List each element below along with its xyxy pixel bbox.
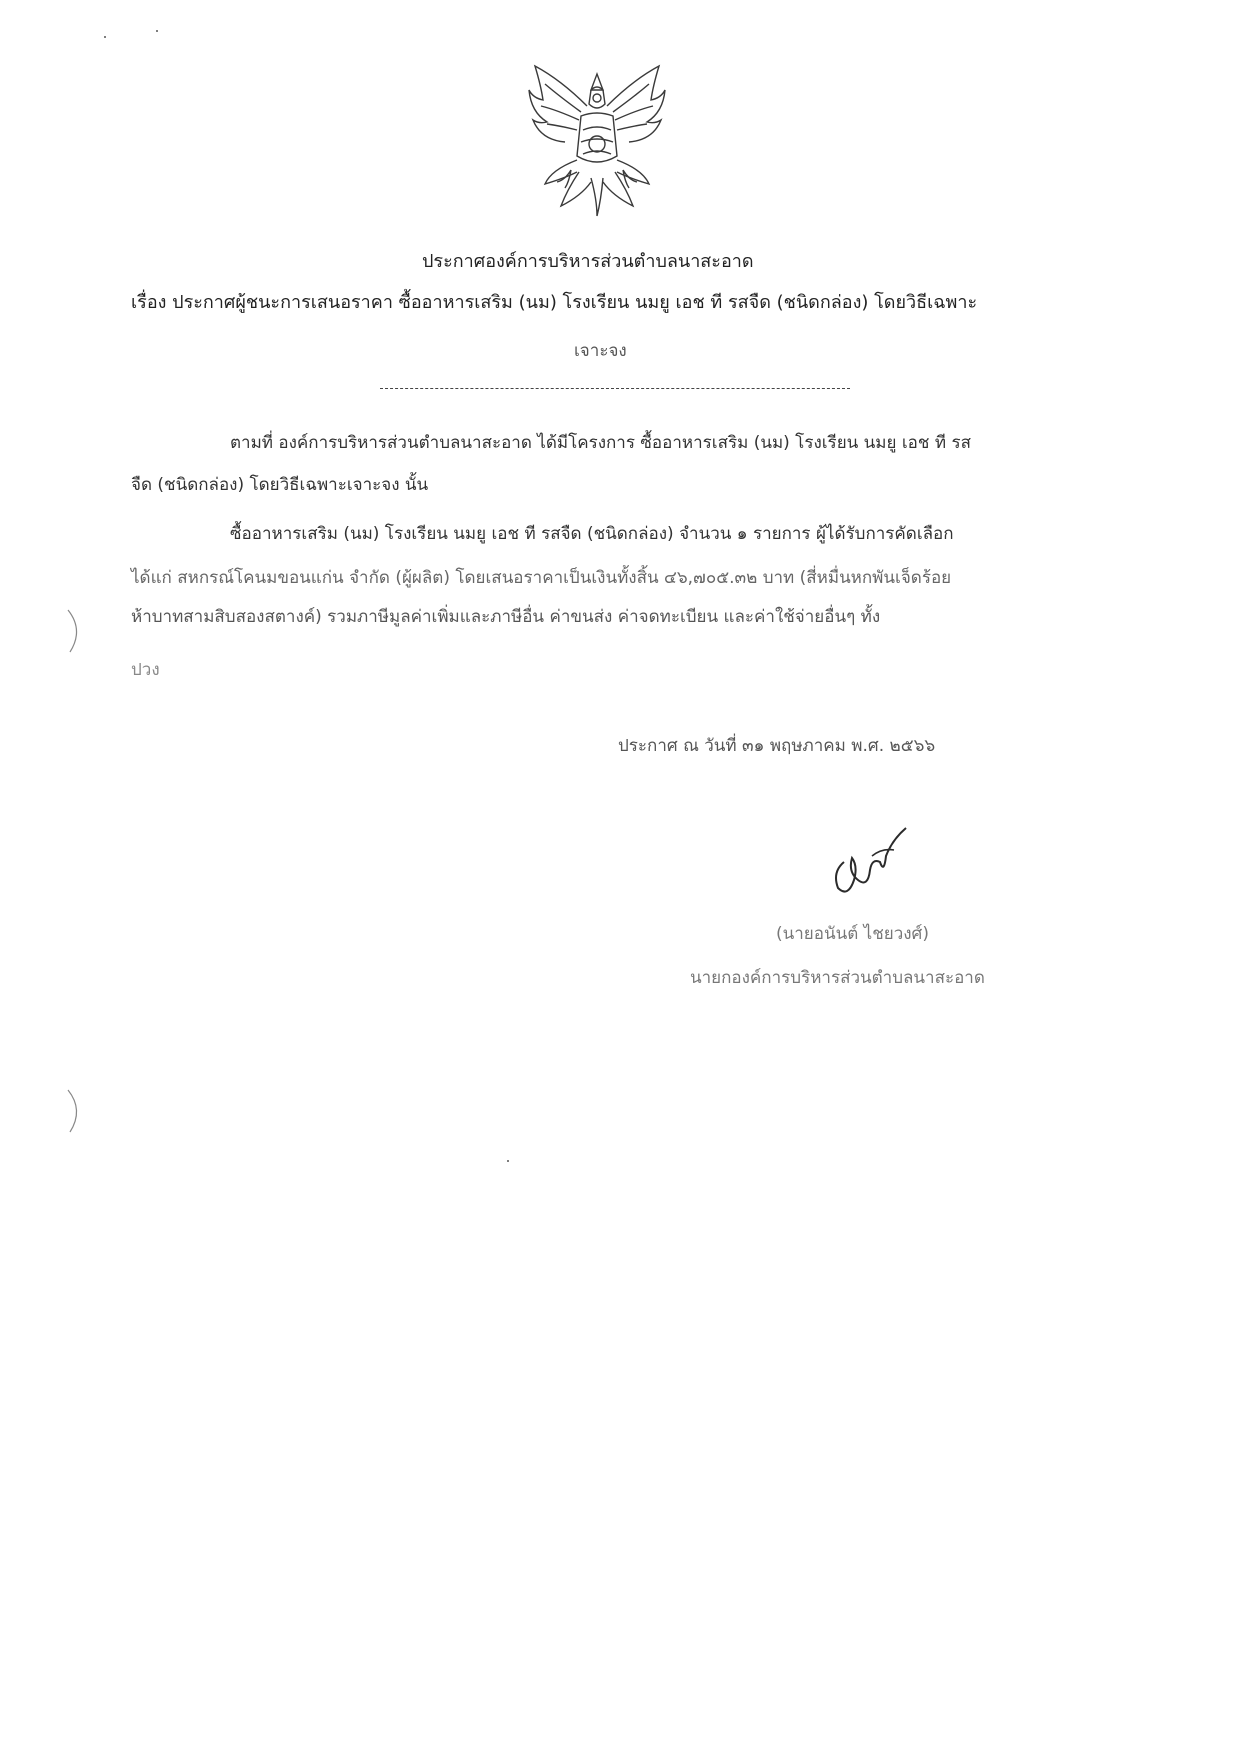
signer-position: นายกองค์การบริหารส่วนตำบลนาสะอาด — [690, 968, 985, 988]
dashed-divider — [380, 388, 850, 389]
signer-name: (นายอนันต์ ไชยวงศ์) — [776, 924, 929, 944]
scan-speck — [156, 30, 158, 32]
organization-title: ประกาศองค์การบริหารส่วนตำบลนาสะอาด — [422, 251, 754, 272]
paragraph-1-line-1: ตามที่ องค์การบริหารส่วนตำบลนาสะอาด ได้มีโครงการ ซื้ออาหารเสริม (นม) โรงเรียน นมยู เอช ที รส — [230, 433, 971, 453]
handwritten-signature-icon — [824, 822, 924, 902]
subject-line-continued: เจาะจง — [574, 341, 627, 361]
paragraph-2-line-3: ห้าบาทสามสิบสองสตางค์) รวมภาษีมูลค่าเพิ่มและภาษีอื่น ค่าขนส่ง ค่าจดทะเบียน และค่าใช้จ่ายอื่นๆ ทั้ง — [131, 607, 881, 627]
hole-punch-mark-icon — [64, 608, 86, 654]
announcement-date: ประกาศ ณ วันที่ ๓๑ พฤษภาคม พ.ศ. ๒๕๖๖ — [618, 736, 936, 756]
paragraph-2-line-4: ปวง — [131, 660, 160, 680]
subject-line: เรื่อง ประกาศผู้ชนะการเสนอราคา ซื้ออาหารเสริม (นม) โรงเรียน นมยู เอช ที รสจืด (ชนิดกล่อง) โดยวิธีเฉพาะ — [131, 292, 978, 313]
paragraph-2-line-2: ได้แก่ สหกรณ์โคนมขอนแก่น จำกัด (ผู้ผลิต) โดยเสนอราคาเป็นเงินทั้งสิ้น ๔๖,๗๐๕.๓๒ บาท (สี่หมื่นหกพันเจ็ดร้อย — [131, 568, 952, 588]
scan-speck — [104, 36, 106, 38]
paragraph-2-line-1: ซื้ออาหารเสริม (นม) โรงเรียน นมยู เอช ที รสจืด (ชนิดกล่อง) จำนวน ๑ รายการ ผู้ได้รับการคัดเลือก — [230, 524, 954, 544]
paragraph-1-line-2: จืด (ชนิดกล่อง) โดยวิธีเฉพาะเจาะจง นั้น — [131, 475, 429, 495]
scan-speck — [507, 1160, 509, 1162]
garuda-emblem-icon — [521, 60, 673, 220]
hole-punch-mark-icon — [64, 1088, 86, 1134]
